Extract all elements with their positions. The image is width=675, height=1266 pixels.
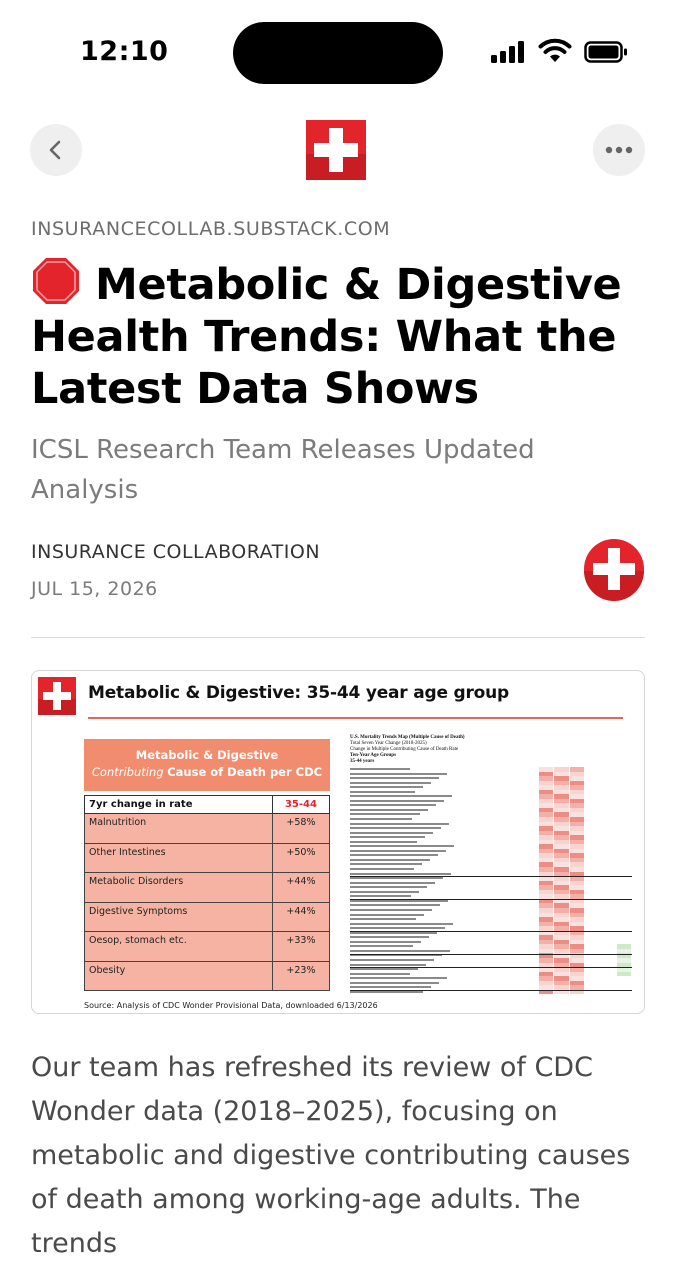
cause-of-death-header-line1: Metabolic & Digestive xyxy=(135,748,279,762)
cause-label: Obesity xyxy=(85,961,273,991)
publication-domain[interactable]: INSURANCECOLLAB.SUBSTACK.COM xyxy=(31,218,391,240)
mini-table-row-label xyxy=(350,900,448,902)
status-bar xyxy=(0,0,675,100)
red-cross-avatar-icon xyxy=(584,539,644,599)
mini-table-row-label xyxy=(350,918,416,920)
mini-table-row-label xyxy=(350,895,411,897)
mini-table-sub2: Change in Multiple Contributing Cause of Death Rate xyxy=(350,747,459,752)
author-name[interactable]: INSURANCE COLLABORATION xyxy=(31,541,321,563)
mini-table-section-rule xyxy=(350,990,632,991)
mini-table-row-label xyxy=(350,986,431,988)
mini-table-row-label xyxy=(350,804,436,806)
chevron-left-icon xyxy=(45,139,67,161)
mini-table-row-label xyxy=(350,809,428,811)
mini-table-row-label xyxy=(350,854,438,856)
cause-of-death-header-line2 xyxy=(84,765,330,779)
mini-table-row-label xyxy=(350,923,453,925)
mini-table-sub3: Ten-Year Age Groups xyxy=(350,753,397,758)
article-title-text: Metabolic & Digestive Health Trends: What the Latest Data Shows xyxy=(31,260,622,414)
rate-change-table xyxy=(84,795,330,991)
ellipsis-icon xyxy=(605,146,633,154)
mini-table-row-label xyxy=(350,845,454,847)
table-row xyxy=(85,902,330,932)
mini-table-row-label xyxy=(350,964,426,966)
mini-table-row-label xyxy=(350,786,423,788)
article-subtitle: ICSL Research Team Releases Updated Analysis xyxy=(31,435,535,505)
cause-label: Oesop, stomach etc. xyxy=(85,932,273,962)
more-options-button[interactable] xyxy=(593,124,645,176)
mini-table-section-rule xyxy=(350,899,632,900)
figure-logo xyxy=(38,677,76,715)
cause-label: Other Intestines xyxy=(85,843,273,873)
red-cross-icon xyxy=(38,677,76,715)
mini-table-row-label xyxy=(350,863,422,865)
mini-table-sub1: Total Seven Year Change (2018-2025) xyxy=(350,741,427,746)
mini-table-row-label xyxy=(350,909,432,911)
mini-table-row-label xyxy=(350,813,420,815)
figure-source: Source: Analysis of CDC Wonder Provisional Data, downloaded 6/13/2026 xyxy=(84,1001,378,1010)
mini-table-section-rule xyxy=(350,954,632,955)
battery-icon xyxy=(584,40,628,64)
rate-change-value: +44% xyxy=(272,873,329,903)
mini-table-sub4: 35-44 years xyxy=(350,759,375,764)
table-row xyxy=(85,932,330,962)
rate-change-value: +58% xyxy=(272,814,329,844)
table-row xyxy=(85,814,330,844)
cause-of-death-header xyxy=(84,739,330,791)
publish-date: JUL 15, 2026 xyxy=(31,578,158,600)
publication-logo[interactable] xyxy=(306,120,366,180)
article-title xyxy=(31,256,651,415)
mini-table-row-label xyxy=(350,841,417,843)
mini-table-row-label xyxy=(350,777,439,779)
mini-table-row-label xyxy=(350,773,447,775)
author-avatar[interactable] xyxy=(584,539,644,599)
mini-table-row-label xyxy=(350,945,413,947)
table-row xyxy=(85,843,330,873)
table-row xyxy=(85,873,330,903)
mini-table-row-label xyxy=(350,950,450,952)
mortality-trends-table-image xyxy=(350,735,632,1005)
cause-label: Metabolic Disorders xyxy=(85,873,273,903)
mini-table-row-label xyxy=(350,877,443,879)
mini-table-row-label xyxy=(350,959,434,961)
mini-table-row-label xyxy=(350,868,414,870)
rate-change-value: +44% xyxy=(272,902,329,932)
mini-table-title: U.S. Mortality Trends Map (Multiple Cause of Death) xyxy=(350,735,465,740)
mini-table-row-label xyxy=(350,836,425,838)
mini-table-row-label xyxy=(350,936,429,938)
status-time: 12:10 xyxy=(80,36,169,67)
mini-table-rows xyxy=(350,767,632,994)
wifi-icon xyxy=(538,38,572,64)
red-cross-logo-icon xyxy=(306,120,366,180)
mini-table-row-label xyxy=(350,886,427,888)
mini-table-row-label xyxy=(350,882,435,884)
mini-table-row-label xyxy=(350,795,452,797)
cause-label: Digestive Symptoms xyxy=(85,902,273,932)
mini-table-section-rule xyxy=(350,967,632,968)
mini-table-row-label xyxy=(350,932,437,934)
mini-table-row-label xyxy=(350,904,440,906)
header-divider xyxy=(31,637,645,638)
rate-change-value: +23% xyxy=(272,961,329,991)
cellular-signal-icon xyxy=(490,40,526,64)
figure-title: Metabolic & Digestive: 35-44 year age group xyxy=(88,683,509,703)
mini-table-row-label xyxy=(350,991,423,993)
mini-table-row-label xyxy=(350,941,421,943)
contributing-label: Contributing xyxy=(91,765,164,779)
mini-table-row-label xyxy=(350,800,444,802)
mini-table-row-label xyxy=(350,782,431,784)
article-body: Our team has refreshed its review of CDC Wonder data (2018–2025), focusing on metabolic and digestive contributing causes of death among working-age adults. The trends xyxy=(31,1052,631,1259)
mini-table-row-label xyxy=(350,791,415,793)
mini-table-row-label xyxy=(350,914,424,916)
mini-table-row-label xyxy=(350,818,412,820)
mini-table-row-label xyxy=(350,891,419,893)
mini-table-row-label xyxy=(350,859,430,861)
table-row xyxy=(85,961,330,991)
figure-title-rule xyxy=(88,717,623,719)
stop-sign-icon xyxy=(31,256,81,306)
mini-table-section-rule xyxy=(350,876,632,877)
header-label: 7yr change in rate xyxy=(85,796,273,814)
article-figure[interactable] xyxy=(31,670,645,1014)
mini-table-row-label xyxy=(350,973,410,975)
mini-table-row-label xyxy=(350,968,418,970)
mini-table-row-label xyxy=(350,927,445,929)
mini-table-row-label xyxy=(350,977,447,979)
rate-change-value: +50% xyxy=(272,843,329,873)
mini-table-row-label xyxy=(350,768,410,770)
header-age-group: 35-44 xyxy=(272,796,329,814)
table-header-row xyxy=(85,796,330,814)
mini-table-row-label xyxy=(350,827,441,829)
mini-table-row-label xyxy=(350,832,433,834)
rate-change-value: +33% xyxy=(272,932,329,962)
mini-table-row-label xyxy=(350,823,449,825)
mini-table-section-rule xyxy=(350,931,632,932)
cause-label: Malnutrition xyxy=(85,814,273,844)
back-button[interactable] xyxy=(30,124,82,176)
cause-label: Cause of Death per CDC xyxy=(167,765,323,779)
mini-table-row-label xyxy=(350,873,451,875)
mini-table-row-label xyxy=(350,982,439,984)
mini-table-row-label xyxy=(350,954,442,956)
dynamic-island xyxy=(233,22,443,84)
mini-table-row-label xyxy=(350,850,446,852)
